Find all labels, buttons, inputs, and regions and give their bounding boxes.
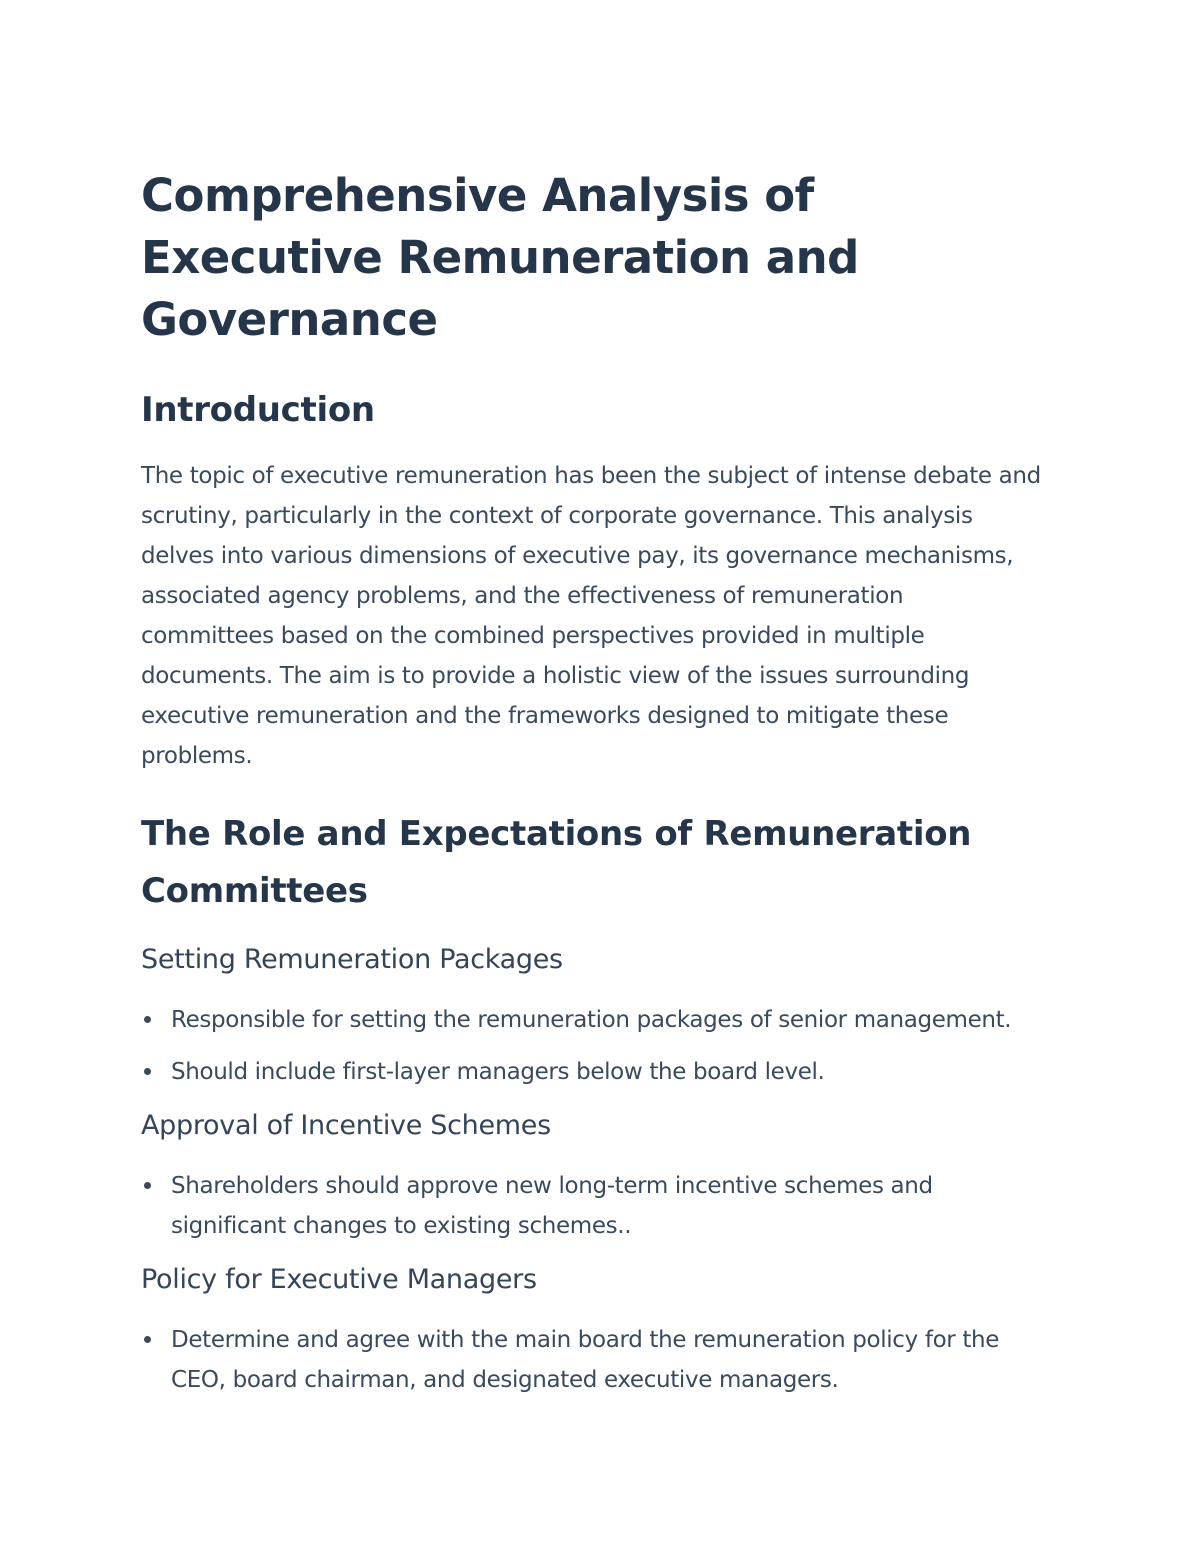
section-heading-remuneration-committees: The Role and Expectations of Remuneration Committees <box>141 814 972 911</box>
document-title: Comprehensive Analysis of Executive Remuneration and Governance <box>141 169 859 346</box>
section-heading-introduction: Introduction <box>141 390 375 430</box>
list-item-text: Responsible for setting the remuneration packages of senior management. <box>171 1007 1012 1033</box>
list-item <box>141 1320 1041 1400</box>
document-page <box>141 165 1041 1412</box>
bullet-icon <box>144 1016 151 1023</box>
list-item-text: Determine and agree with the main board the remuneration policy for the CEO, board chairman, and designated executive managers. <box>171 1327 1000 1393</box>
list-item-text: Should include first-layer managers below the board level. <box>171 1059 825 1085</box>
bullet-list-incentive-schemes <box>141 1166 1041 1246</box>
bullet-list-executive-policy <box>141 1320 1041 1400</box>
subsection-heading-setting-packages: Setting Remuneration Packages <box>141 944 563 975</box>
list-item-text: Shareholders should approve new long-term incentive schemes and significant changes to existing schemes.. <box>171 1173 933 1239</box>
bullet-icon <box>144 1336 151 1343</box>
bullet-list-setting-packages <box>141 1000 1041 1092</box>
introduction-paragraph: The topic of executive remuneration has been the subject of intense debate and scrutiny, particularly in the context of corporate governance. This analysis delves into various dimensions of executive pay, its governance mechanisms, associated agency problems, and the effectiveness of remuneration committees based on the combined perspectives provided in multiple documents. The aim is to provide a holistic view of the issues surrounding executive remuneration and the frameworks designed to mitigate these problems. <box>141 463 1041 769</box>
bullet-icon <box>144 1182 151 1189</box>
subsection-heading-executive-policy: Policy for Executive Managers <box>141 1264 537 1295</box>
bullet-icon <box>144 1068 151 1075</box>
list-item <box>141 1052 1041 1092</box>
list-item <box>141 1166 1041 1246</box>
list-item <box>141 1000 1041 1040</box>
subsection-heading-incentive-schemes: Approval of Incentive Schemes <box>141 1110 551 1141</box>
